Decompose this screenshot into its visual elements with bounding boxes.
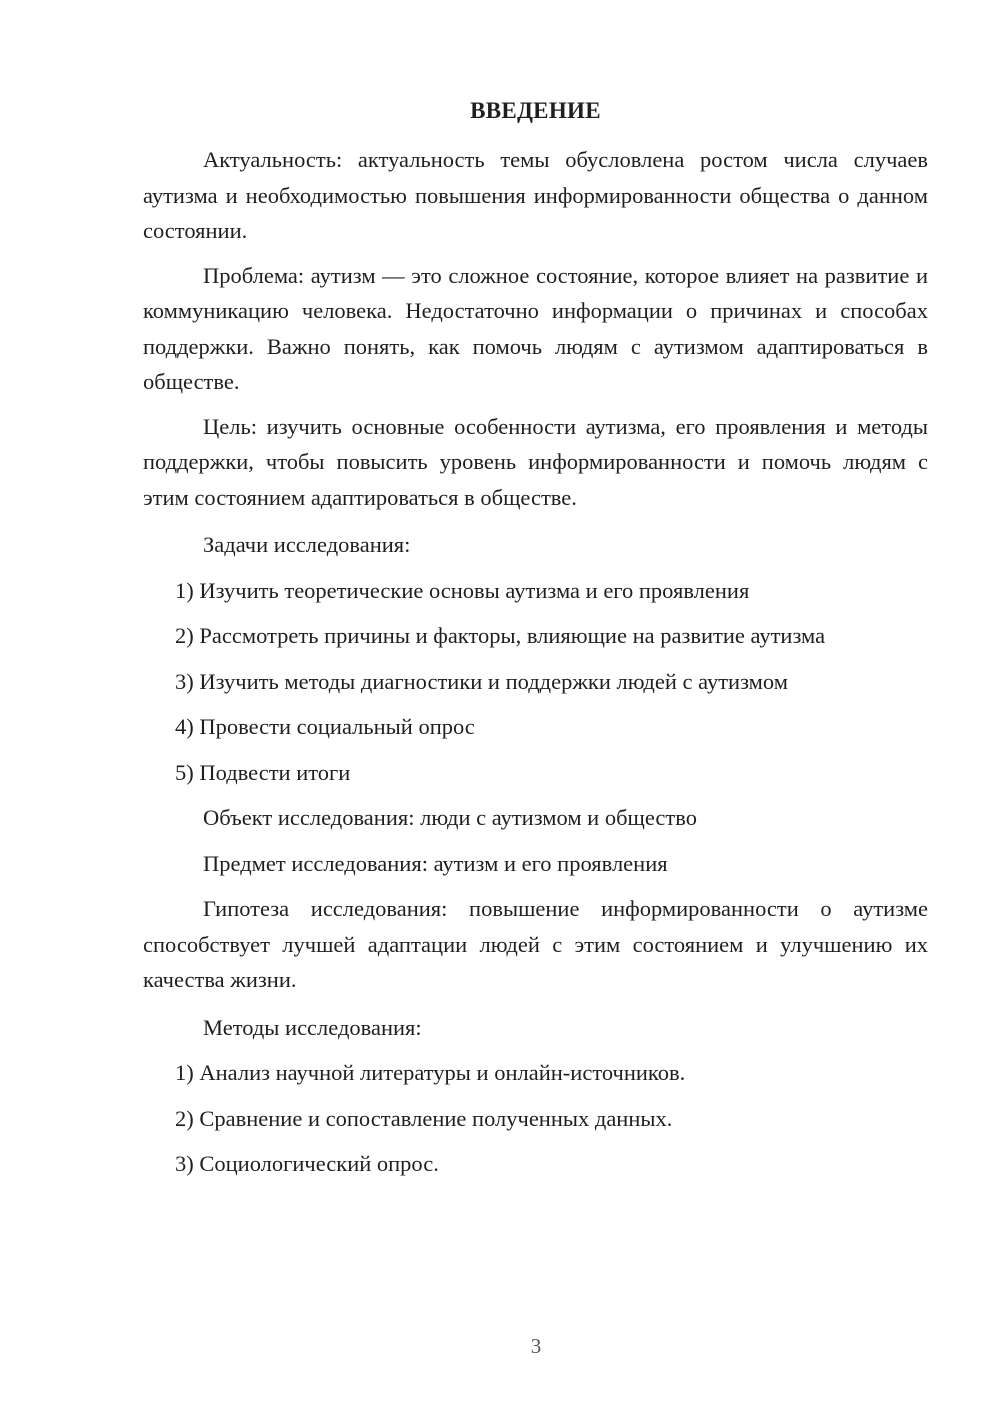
methods-heading: Методы исследования: <box>203 1014 422 1040</box>
list-item: 1) Анализ научной литературы и онлайн-источников. <box>175 1060 686 1085</box>
list-item: 1) Изучить теоретические основы аутизма и его проявления <box>175 577 750 603</box>
list-item: 4) Провести социальный опрос <box>175 714 475 739</box>
list-item: 3) Изучить методы диагностики и поддержки людей с аутизмом <box>175 668 788 694</box>
page-number: 3 <box>530 1334 542 1358</box>
list-item: 2) Рассмотреть причины и факторы, влияющие на развитие аутизма <box>175 623 826 648</box>
page-content <box>143 96 928 1182</box>
relevance-paragraph: Актуальность: актуальность темы обусловлена ростом числа случаев аутизма и необходимостью повышения информированности общества о данном состоянии. <box>143 147 928 243</box>
list-item: 2) Сравнение и сопоставление полученных данных. <box>175 1105 673 1131</box>
subject-line: Предмет исследования: аутизм и его проявления <box>203 850 668 876</box>
object-line: Объект исследования: люди с аутизмом и общество <box>203 805 697 830</box>
tasks-list <box>143 573 928 791</box>
tasks-heading: Задачи исследования: <box>203 532 411 557</box>
problem-paragraph: Проблема: аутизм — это сложное состояние, которое влияет на развитие и коммуникацию человека. Недостаточно информации о причинах и способах поддержки. Важно понять, как помочь людям с аутизмом адаптироваться в обществе. <box>143 262 928 394</box>
hypothesis-paragraph: Гипотеза исследования: повышение информированности о аутизме способствует лучшей адаптации людей с этим состоянием и улучшению их качества жизни. <box>143 896 928 992</box>
goal-paragraph: Цель: изучить основные особенности аутизма, его проявления и методы поддержки, чтобы повысить уровень информированности и помочь людям с этим состоянием адаптироваться в обществе. <box>143 413 928 510</box>
methods-list <box>143 1055 928 1182</box>
list-item: 3) Социологический опрос. <box>175 1151 439 1176</box>
list-item: 5) Подвести итоги <box>175 759 351 785</box>
page-title: ВВЕДЕНИЕ <box>470 98 601 123</box>
